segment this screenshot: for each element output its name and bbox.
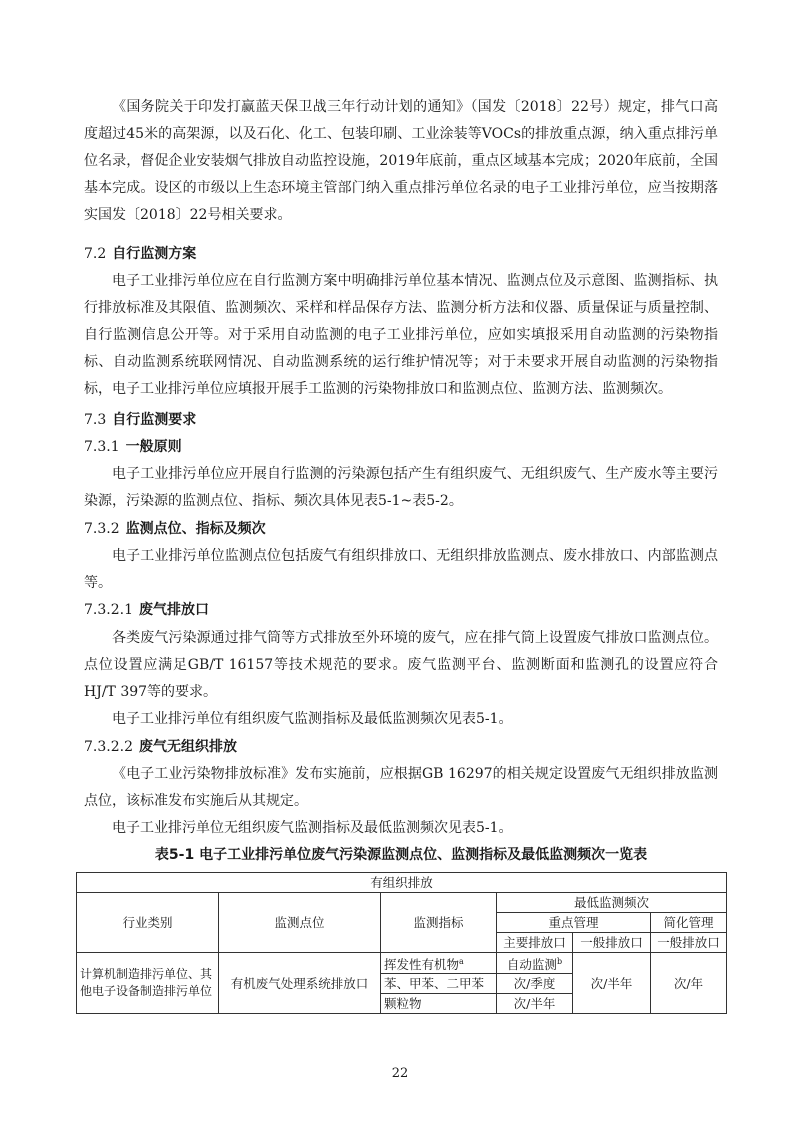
table-caption: 表5-1 电子工业排污单位废气污染源监测点位、监测指标及最低监测频次一览表 [154, 847, 648, 863]
header-general-outlet: 一般排放口 [573, 933, 651, 953]
heading-7-3 [84, 410, 196, 430]
heading-text: 自行监测要求 [112, 412, 197, 428]
header-min-frequency: 最低监测频次 [497, 893, 727, 913]
heading-number: 7.3.1 [84, 439, 120, 455]
header-simple-management: 简化管理 [651, 913, 727, 933]
indicator-text: 挥发性有机物 [384, 957, 460, 973]
header-monitoring-point: 监测点位 [219, 893, 381, 953]
heading-7-3-1 [84, 437, 182, 457]
heading-number: 7.3.2.1 [84, 602, 133, 618]
heading-number: 7.3.2.2 [84, 739, 133, 755]
frequency-text: 自动监测 [506, 957, 557, 973]
heading-7-3-2 [84, 519, 266, 539]
paragraph-exhaust-outlet: 各类废气污染源通过排气筒等方式排放至外环境的废气，应在排气筒上设置废气排放口监测点位。点位设置应满足GB/T 16157等技术规范的要求。废气监测平台、监测断面和监测孔的设置应符合HJ/T 397等的要求。 [84, 630, 718, 700]
heading-text: 废气无组织排放 [138, 739, 237, 755]
cell-general-frequency: 次/半年 [573, 953, 651, 1014]
cell-industry: 计算机制造排污单位、其他电子设备制造排污单位 [77, 953, 219, 1014]
paragraph-general-principle: 电子工业排污单位应开展自行监测的污染源包括产生有组织废气、无组织废气、生产废水等主要污染源，污染源的监测点位、指标、频次具体见表5-1~表5-2。 [84, 466, 718, 509]
page-number: 22 [391, 1066, 409, 1081]
table-row [77, 953, 727, 974]
heading-text: 一般原则 [125, 439, 182, 455]
cell-indicator-particulate: 颗粒物 [381, 994, 497, 1014]
paragraph-monitoring-plan: 电子工业排污单位应在自行监测方案中明确排污单位基本情况、监测点位及示意图、监测指标、执行排放标准及其限值、监测频次、采样和样品保存方法、监测分析方法和仪器、质量保证与质量控制、自行监测信息公开等。对于采用自动监测的电子工业排污单位，应如实填报采用自动监测的污染物指标、自动监测系统联网情况、自动监测系统的运行维护情况等；对于未要求开展自动监测的污染物指标，电子工业排污单位应填报开展手工监测的污染物排放口和监测点位、监测方法、监测频次。 [84, 273, 718, 397]
paragraph-fugitive-indicators: 电子工业排污单位无组织废气监测指标及最低监测频次见表5-1。 [112, 820, 513, 836]
heading-text: 自行监测方案 [112, 246, 197, 262]
heading-7-3-2-2 [84, 737, 237, 757]
footnote-marker: a [459, 957, 464, 966]
heading-text: 废气排放口 [138, 602, 209, 618]
cell-indicator-benzene: 苯、甲苯、二甲苯 [381, 974, 497, 994]
cell-main-particulate: 次/半年 [497, 994, 573, 1014]
table-title-cell: 有组织排放 [77, 873, 727, 893]
heading-7-2 [84, 244, 196, 264]
paragraph-monitoring-points: 电子工业排污单位监测点位包括废气有组织排放口、无组织排放监测点、废水排放口、内部监测点等。 [84, 548, 718, 591]
cell-indicator-voc [381, 953, 497, 974]
table-row [77, 873, 727, 893]
monitoring-table [76, 872, 727, 1014]
paragraph-notice: 《国务院关于印发打赢蓝天保卫战三年行动计划的通知》（国发〔2018〕22号）规定，排气口高度超过45米的高架源，以及石化、化工、包装印刷、工业涂装等VOCs的排放重点源，纳入重点排污单位名录，督促企业安装烟气排放自动监控设施，2019年底前，重点区域基本完成；2020年底前，全国基本完成。设区的市级以上生态环境主管部门纳入重点排污单位名录的电子工业排污单位，应当按期落实国发〔2018〕22号相关要求。 [84, 99, 718, 223]
cell-monitoring-point: 有机废气处理系统排放口 [219, 953, 381, 1014]
header-general-outlet-simple: 一般排放口 [651, 933, 727, 953]
heading-number: 7.2 [84, 246, 107, 262]
cell-main-benzene: 次/季度 [497, 974, 573, 994]
header-indicator: 监测指标 [381, 893, 497, 953]
paragraph-fugitive-gas: 《电子工业污染物排放标准》发布实施前，应根据GB 16297的相关规定设置废气无组织排放监测点位，该标准发布实施后从其规定。 [84, 766, 718, 809]
cell-simple-frequency: 次/年 [651, 953, 727, 1014]
header-industry: 行业类别 [77, 893, 219, 953]
footnote-marker: b [556, 957, 563, 966]
paragraph-organized-gas: 电子工业排污单位有组织废气监测指标及最低监测频次见表5-1。 [112, 711, 513, 727]
heading-number: 7.3 [84, 412, 107, 428]
header-main-outlet: 主要排放口 [497, 933, 573, 953]
cell-main-voc [497, 953, 573, 974]
heading-number: 7.3.2 [84, 521, 120, 537]
heading-text: 监测点位、指标及频次 [125, 521, 266, 537]
header-key-management: 重点管理 [497, 913, 651, 933]
table-row [77, 893, 727, 913]
heading-7-3-2-1 [84, 600, 209, 620]
